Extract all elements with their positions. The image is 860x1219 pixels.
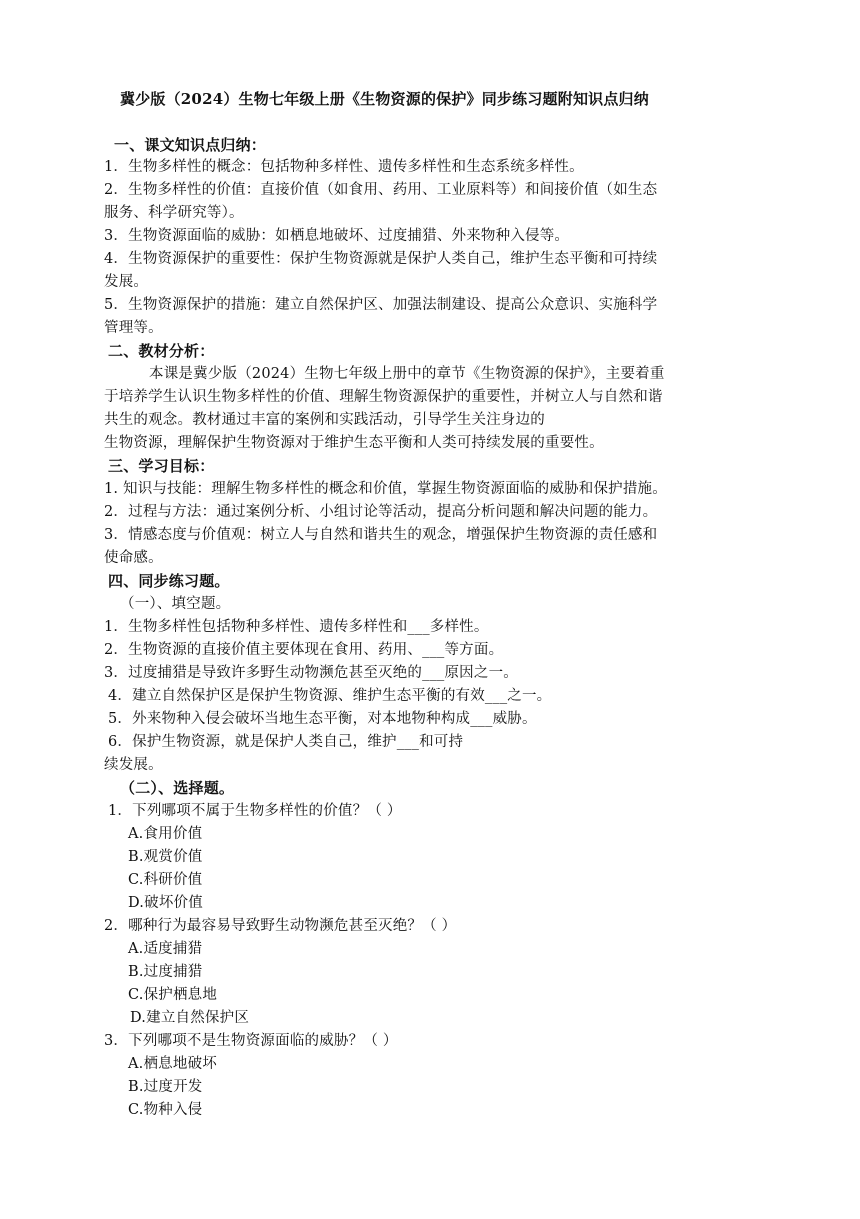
- choice-option: C.科研价值: [128, 872, 203, 888]
- choice-option: B.过度捕猎: [128, 964, 203, 980]
- section-1-line: 服务、科学研究等）。: [104, 205, 244, 221]
- fill-question: 2．生物资源的直接价值主要体现在食用、药用、___等方面。: [104, 642, 504, 658]
- section-2-line: 生物资源，理解保护生物资源对于维护生态平衡和人类可持续发展的重要性。: [104, 435, 604, 451]
- section-1-line: 发展。: [104, 274, 149, 290]
- choice-heading: （二）、选择题。: [120, 779, 235, 797]
- section-1-line: 5．生物资源保护的措施：建立自然保护区、加强法制建设、提高公众意识、实施科学: [104, 297, 658, 313]
- page-title: 冀少版（2024）生物七年级上册《生物资源的保护》同步练习题附知识点归纳: [120, 90, 649, 108]
- choice-option: A.适度捕猎: [128, 941, 203, 957]
- fill-question: 1．生物多样性包括物种多样性、遗传多样性和___多样性。: [104, 619, 489, 635]
- section-3-heading: 三、学习目标：: [108, 457, 215, 475]
- section-4-heading: 四、同步练习题。: [108, 572, 230, 590]
- choice-option: B.过度开发: [128, 1079, 203, 1095]
- section-1-line: 管理等。: [104, 320, 163, 336]
- section-2-line: 本课是冀少版（2024）生物七年级上册中的章节《生物资源的保护》，主要着重: [149, 366, 665, 382]
- choice-option: D.建立自然保护区: [130, 1010, 250, 1026]
- section-1-line: 2．生物多样性的价值：直接价值（如食用、药用、工业原料等）和间接价值（如生态: [104, 182, 658, 198]
- section-3-line: 2．过程与方法：通过案例分析、小组讨论等活动，提高分析问题和解决问题的能力。: [104, 504, 658, 520]
- fill-question: 5．外来物种入侵会破坏当地生态平衡，对本地物种构成___威胁。: [108, 711, 537, 727]
- section-2-heading: 二、教材分析：: [108, 342, 215, 360]
- choice-question: 2．哪种行为最容易导致野生动物濒危甚至灭绝？（ ）: [104, 918, 457, 934]
- choice-question: 1．下列哪项不属于生物多样性的价值？（ ）: [108, 803, 402, 819]
- section-1-line: 3．生物资源面临的威胁：如栖息地破坏、过度捕猎、外来物种入侵等。: [104, 228, 570, 244]
- choice-option: D.破坏价值: [128, 895, 203, 911]
- fill-question: 续发展。: [104, 757, 163, 773]
- section-1-line: 4．生物资源保护的重要性：保护生物资源就是保护人类自己，维护生态平衡和可持续: [104, 251, 658, 267]
- section-1-heading: 一、课文知识点归纳：: [114, 136, 267, 154]
- choice-option: A.食用价值: [128, 826, 203, 842]
- choice-question: 3．下列哪项不是生物资源面临的威胁？（ ）: [104, 1033, 398, 1049]
- section-2-line: 于培养学生认识生物多样性的价值、理解生物资源保护的重要性，并树立人与自然和谐: [104, 389, 663, 405]
- choice-option: A.栖息地破坏: [128, 1056, 217, 1072]
- section-1-line: 1．生物多样性的概念：包括物种多样性、遗传多样性和生态系统多样性。: [104, 159, 584, 175]
- section-2-line: 共生的观念。教材通过丰富的案例和实践活动，引导学生关注身边的: [104, 412, 545, 428]
- section-3-line: 3．情感态度与价值观：树立人与自然和谐共生的观念，增强保护生物资源的责任感和: [104, 527, 658, 543]
- fill-heading: （一）、填空题。: [120, 596, 231, 612]
- section-3-line: 使命感。: [104, 550, 163, 566]
- choice-option: C.保护栖息地: [128, 987, 218, 1003]
- section-3-line: 1. 知识与技能：理解生物多样性的概念和价值，掌握生物资源面临的威胁和保护措施。: [104, 481, 667, 497]
- choice-option: C.物种入侵: [128, 1102, 203, 1118]
- fill-question: 6．保护生物资源，就是保护人类自己，维护___和可持: [108, 734, 464, 750]
- choice-option: B.观赏价值: [128, 849, 203, 865]
- fill-question: 3．过度捕猎是导致许多野生动物濒危甚至灭绝的___原因之一。: [104, 665, 518, 681]
- fill-question: 4．建立自然保护区是保护生物资源、维护生态平衡的有效___之一。: [108, 688, 552, 704]
